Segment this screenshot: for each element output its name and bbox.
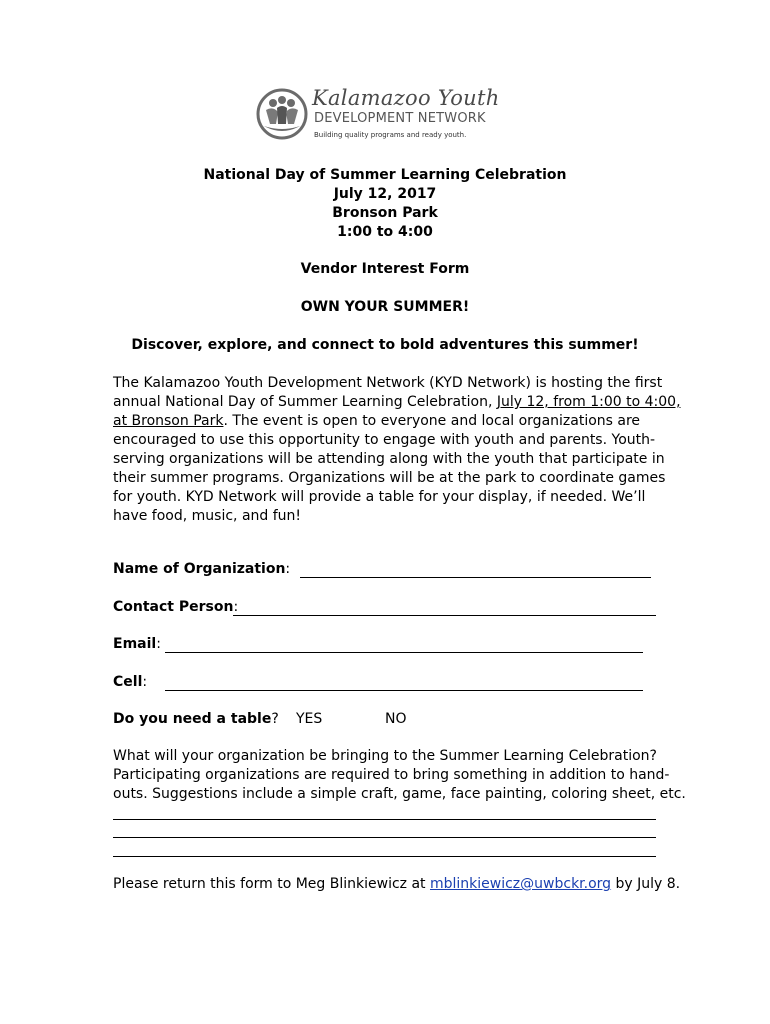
contact-person-input-line[interactable] <box>233 615 656 616</box>
contact-person-field[interactable] <box>113 599 658 619</box>
response-line[interactable] <box>113 837 656 838</box>
table-question-mark: ? <box>271 711 279 727</box>
organization-field[interactable] <box>113 561 653 581</box>
event-location: Bronson Park <box>332 205 438 221</box>
organization-colon: : <box>285 561 291 577</box>
event-date-time-underlined: July 12, from 1:00 to 4:00, <box>496 394 681 410</box>
cell-colon: : <box>142 674 148 690</box>
table-yes-option[interactable]: YES <box>296 711 323 727</box>
contact-person-label: Contact Person <box>113 599 234 615</box>
cell-input-line[interactable] <box>165 690 643 691</box>
tagline: Discover, explore, and connect to bold adventures this summer! <box>131 337 639 353</box>
table-question-label: Do you need a table <box>113 711 272 727</box>
logo-script-text: Kalamazoo Youth <box>312 86 500 110</box>
intro-line: encouraged to use this opportunity to engage with youth and parents. Youth- <box>113 432 656 448</box>
kyd-network-logo <box>256 86 526 144</box>
email-colon: : <box>156 636 161 652</box>
response-line[interactable] <box>113 856 656 857</box>
intro-line-text: . The event is open to everyone and local organizations are <box>223 413 641 429</box>
cell-field[interactable] <box>113 674 648 694</box>
intro-line <box>113 393 681 412</box>
return-prefix: Please return this form to Meg Blinkiewicz at <box>113 876 430 892</box>
intro-line: their summer programs. Organizations will be at the park to coordinate games <box>113 470 666 486</box>
slogan: OWN YOUR SUMMER! <box>300 299 470 315</box>
intro-line <box>113 412 673 431</box>
logo-tagline: Building quality programs and ready youth. <box>314 131 467 139</box>
event-title: National Day of Summer Learning Celebration <box>203 167 567 183</box>
intro-line: for youth. KYD Network will provide a table for your display, if needed. We’ll <box>113 489 646 505</box>
event-date: July 12, 2017 <box>333 186 437 202</box>
bringing-line: outs. Suggestions include a simple craft, game, face painting, coloring sheet, etc. <box>113 786 686 802</box>
contact-email-link[interactable]: mblinkiewicz@uwbckr.org <box>429 876 612 892</box>
email-label: Email <box>113 636 157 652</box>
intro-line-text: annual National Day of Summer Learning Celebration, <box>113 394 497 410</box>
cell-label: Cell <box>113 674 143 690</box>
form-name: Vendor Interest Form <box>300 261 470 277</box>
table-question <box>113 711 407 727</box>
intro-paragraph <box>113 374 681 526</box>
return-suffix: by July 8. <box>611 876 681 892</box>
organization-label: Name of Organization <box>113 561 286 577</box>
event-location-underlined: at Bronson Park <box>113 413 224 429</box>
bringing-paragraph <box>113 747 686 804</box>
bringing-line: What will your organization be bringing to the Summer Learning Celebration? <box>113 748 657 764</box>
contact-person-colon: : <box>233 599 239 615</box>
youth-figures-logo-icon <box>256 88 308 140</box>
organization-input-line[interactable] <box>300 577 651 578</box>
event-time: 1:00 to 4:00 <box>337 224 433 240</box>
logo-network-text: DEVELOPMENT NETWORK <box>314 111 486 126</box>
intro-line: The Kalamazoo Youth Development Network (KYD Network) is hosting the first <box>113 375 663 391</box>
return-instructions <box>113 876 680 892</box>
email-input-line[interactable] <box>165 652 643 653</box>
table-no-option[interactable]: NO <box>385 711 407 727</box>
response-line[interactable] <box>113 819 656 820</box>
intro-line: have food, music, and fun! <box>113 508 302 524</box>
email-field[interactable] <box>113 636 648 656</box>
bringing-line: Participating organizations are required to bring something in addition to hand- <box>113 767 670 783</box>
intro-line: serving organizations will be attending along with the youth that participate in <box>113 451 665 467</box>
